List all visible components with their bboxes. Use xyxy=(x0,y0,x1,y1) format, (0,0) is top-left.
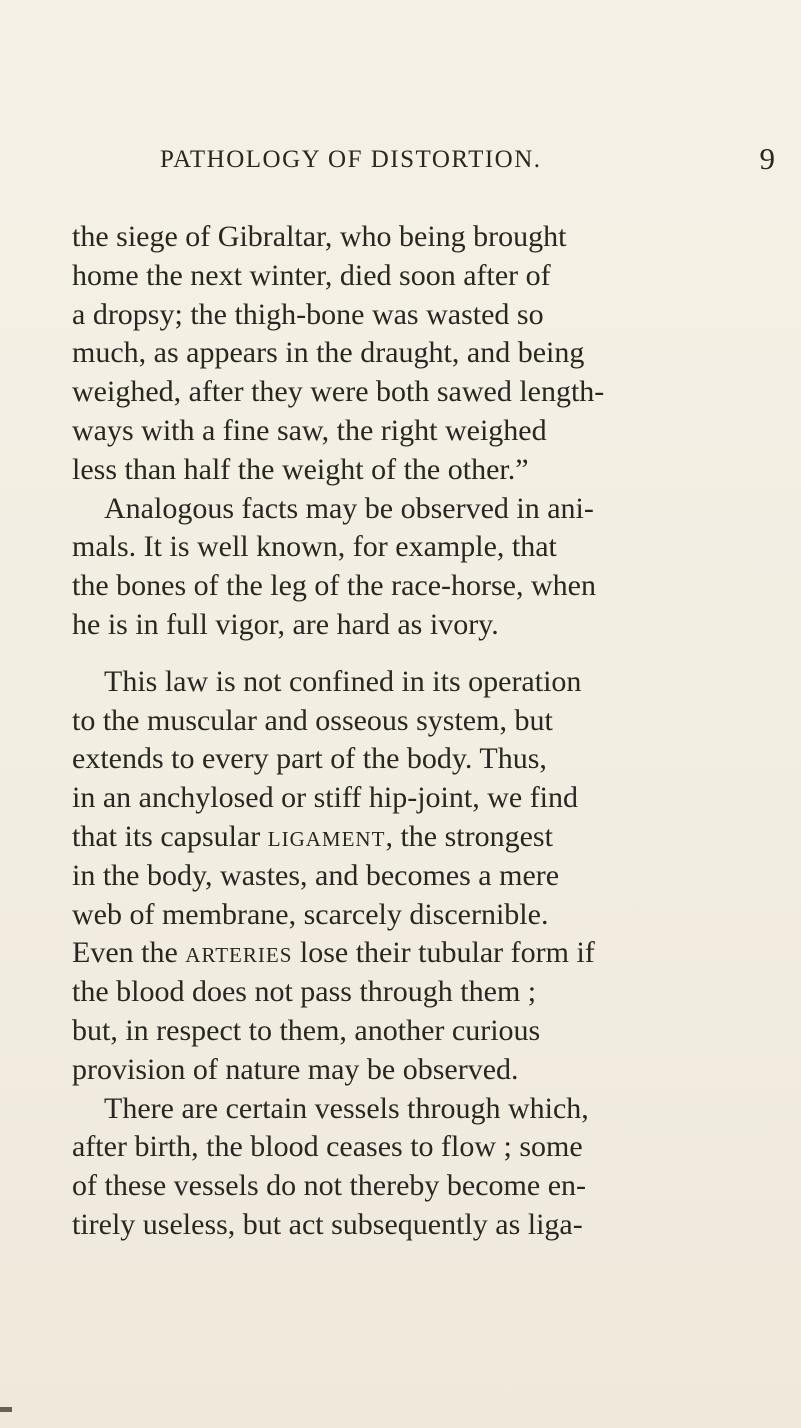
text-line: weighed, after they were both sawed length- xyxy=(72,375,605,409)
text-line: but, in respect to them, another curious xyxy=(72,1013,541,1047)
text-line: in the body, wastes, and becomes a mere xyxy=(72,858,560,892)
body-text xyxy=(72,218,712,1245)
text-line: in an anchylosed or stiff hip-joint, we find xyxy=(72,781,579,815)
small-caps-term: ligament xyxy=(267,819,386,853)
text-line: less than half the weight of the other.” xyxy=(72,452,529,486)
text-line: the bones of the leg of the race-horse, when xyxy=(72,569,596,603)
text-run: Even the xyxy=(72,936,186,970)
text-line: home the next winter, died soon after of xyxy=(72,258,551,292)
text-line: a dropsy; the thigh-bone was wasted so xyxy=(72,297,544,331)
page-number: 9 xyxy=(759,141,775,176)
text-line: This law is not confined in its operation xyxy=(104,664,582,698)
text-line: ways with a fine saw, the right weighed xyxy=(72,413,547,447)
text-line: he is in full vigor, are hard as ivory. xyxy=(72,607,499,641)
text-line: There are certain vessels through which, xyxy=(104,1091,589,1125)
text-run: , the strongest xyxy=(385,819,553,853)
text-run: lose their tubular form if xyxy=(292,936,595,970)
text-line: to the muscular and osseous system, but xyxy=(72,703,553,737)
text-line: Analogous facts may be observed in ani- xyxy=(104,491,594,525)
paragraph-gap xyxy=(72,645,712,663)
text-line xyxy=(72,818,712,857)
text-line: extends to every part of the body. Thus, xyxy=(72,742,547,776)
text-line: web of membrane, scarcely discernible. xyxy=(72,897,549,931)
small-caps-term: arteries xyxy=(185,936,293,970)
text-line: provision of nature may be observed. xyxy=(72,1052,519,1086)
text-line: after birth, the blood ceases to flow ; some xyxy=(72,1130,583,1164)
running-head-title: PATHOLOGY OF DISTORTION. xyxy=(160,146,542,173)
text-line xyxy=(72,934,712,973)
text-line: much, as appears in the draught, and being xyxy=(72,336,585,370)
text-line: tirely useless, but act subsequently as liga- xyxy=(72,1207,583,1241)
running-head xyxy=(160,141,775,186)
text-line: mals. It is well known, for example, that xyxy=(72,530,557,564)
scan-edge-mark xyxy=(0,1407,12,1412)
text-run: that its capsular xyxy=(72,819,268,853)
text-line: the blood does not pass through them ; xyxy=(72,975,537,1009)
text-line: the siege of Gibraltar, who being brought xyxy=(72,220,567,253)
text-line: of these vessels do not thereby become en- xyxy=(72,1169,586,1203)
